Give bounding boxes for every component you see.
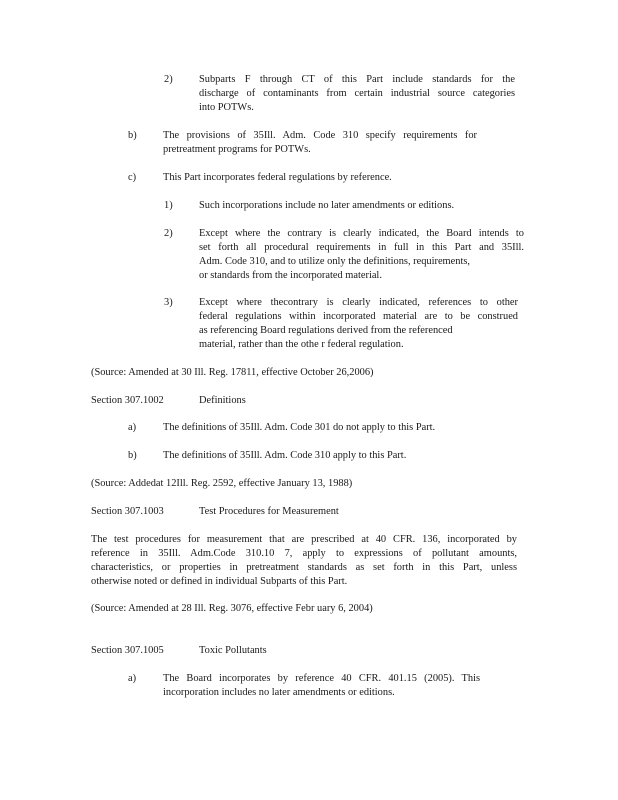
text-line: The Board incorporates by reference 40 CFR. 401.15 (2005). This bbox=[163, 673, 480, 684]
item-number: 1) bbox=[164, 200, 173, 211]
source-note: (Source: Addedat 12Ill. Reg. 2592, effective January 13, 1988) bbox=[91, 478, 353, 489]
text-line: This Part incorporates federal regulations by reference. bbox=[163, 172, 392, 183]
section-number: Section 307.1005 bbox=[91, 645, 164, 656]
source-note: (Source: Amended at 30 Ill. Reg. 17811, effective October 26,2006) bbox=[91, 367, 374, 378]
text-line: set forth all procedural requirements in full in this Part and 35Ill. bbox=[199, 241, 524, 253]
section-number: Section 307.1002 bbox=[91, 395, 164, 406]
text-line: discharge of contaminants from certain industrial source categories bbox=[199, 87, 515, 99]
item-letter: a) bbox=[128, 673, 137, 684]
text-line: The test procedures for measurement that are prescribed at 40 CFR. 136, incorporated by bbox=[91, 534, 517, 545]
paragraph-toxic-incorporates bbox=[163, 672, 480, 700]
item-number: 3) bbox=[164, 297, 173, 308]
paragraph-definitions-310: The definitions of 35Ill. Adm. Code 310 apply to this Part. bbox=[163, 450, 407, 461]
section-title: Test Procedures for Measurement bbox=[199, 506, 339, 517]
paragraph-incorporates bbox=[163, 171, 392, 185]
text-line: reference in 35Ill. Adm.Code 310.10 7, apply to expressions of pollutant amounts, bbox=[91, 547, 517, 559]
item-letter: c) bbox=[128, 172, 137, 183]
text-line: pretreatment programs for POTWs. bbox=[163, 143, 311, 155]
text-line: into POTWs. bbox=[199, 101, 254, 113]
section-number: Section 307.1003 bbox=[91, 506, 164, 517]
text-line: or standards from the incorporated material. bbox=[199, 269, 382, 281]
item-number: 2) bbox=[164, 74, 173, 85]
text-line: Except where thecontrary is clearly indicated, references to other bbox=[199, 297, 518, 308]
text-line: The provisions of 35Ill. Adm. Code 310 specify requirements for bbox=[163, 130, 477, 141]
text-line: federal regulations within incorporated material are to be construed bbox=[199, 310, 518, 322]
source-note: (Source: Amended at 28 Ill. Reg. 3076, effective Febr uary 6, 2004) bbox=[91, 603, 373, 614]
paragraph-test-procedures bbox=[91, 533, 517, 589]
text-line: otherwise noted or defined in individual Subparts of this Part. bbox=[91, 575, 348, 587]
text-line: Subparts F through CT of this Part include standards for the bbox=[199, 74, 515, 85]
item-letter: b) bbox=[128, 130, 137, 141]
text-line: Adm. Code 310, and to utilize only the definitions, requirements, bbox=[199, 255, 470, 267]
paragraph-except-contrary bbox=[199, 227, 524, 283]
text-line: as referencing Board regulations derived from the referenced bbox=[199, 324, 453, 336]
item-number: 2) bbox=[164, 228, 173, 239]
paragraph-such-incorporations bbox=[199, 199, 454, 213]
paragraph-except-references bbox=[199, 296, 518, 352]
item-letter: b) bbox=[128, 450, 137, 461]
text-line: characteristics, or properties in pretreatment standards as set forth in this Part, unless bbox=[91, 561, 517, 573]
section-title: Definitions bbox=[199, 395, 246, 406]
text-line: material, rather than the othe r federal regulation. bbox=[199, 338, 404, 350]
paragraph-definitions-301: The definitions of 35Ill. Adm. Code 301 do not apply to this Part. bbox=[163, 422, 436, 433]
text-line: incorporation includes no later amendments or editions. bbox=[163, 686, 395, 698]
text-line: Except where the contrary is clearly indicated, the Board intends to bbox=[199, 228, 524, 239]
text-line: Such incorporations include no later amendments or editions. bbox=[199, 200, 455, 211]
item-letter: a) bbox=[128, 422, 137, 433]
section-title: Toxic Pollutants bbox=[199, 645, 267, 656]
paragraph-provisions bbox=[163, 129, 477, 157]
paragraph-subparts bbox=[199, 73, 515, 115]
